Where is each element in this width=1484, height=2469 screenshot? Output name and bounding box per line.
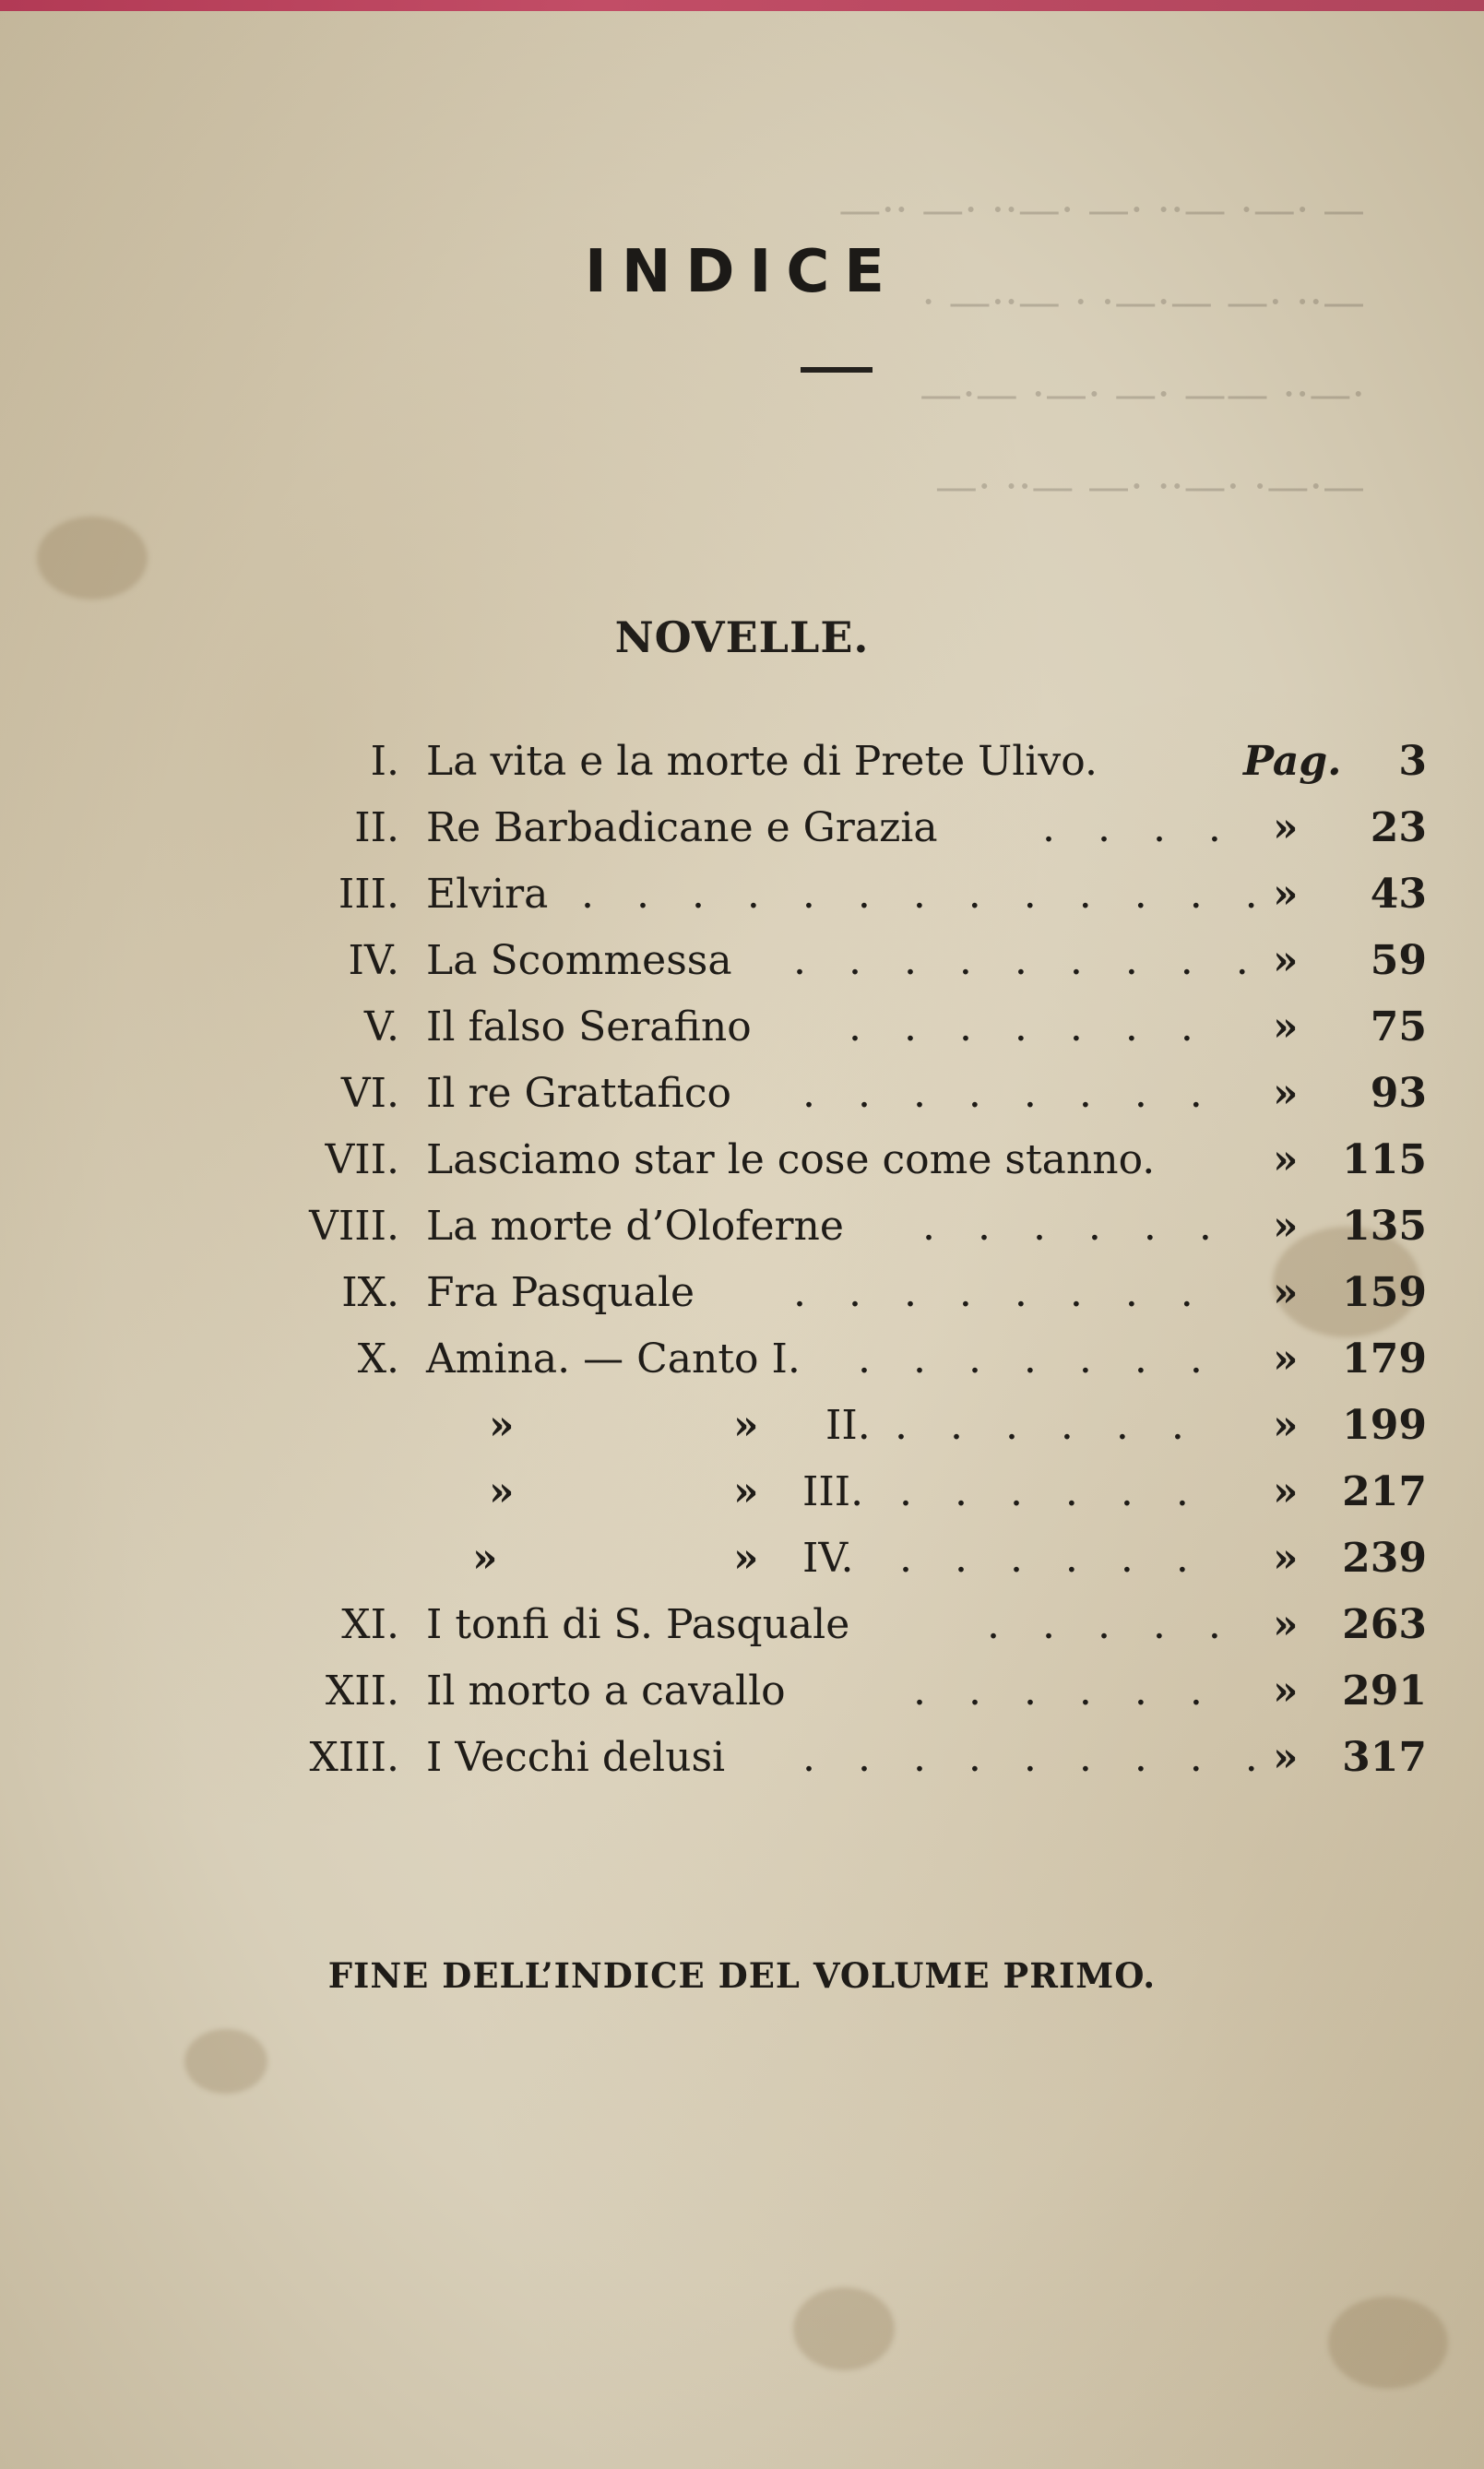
ditto-mark: » [1273,804,1299,851]
toc-title: I Vecchi delusi [426,1734,726,1781]
toc-title: II. [825,1402,871,1449]
bleed-through-line: — ·—· —·· ·— ·—·· ·— ··— [838,184,1365,234]
ditto-mark: » [472,1535,498,1582]
toc-title: Re Barbadicane e Grazia [426,804,938,851]
toc-title: I tonfi di S. Pasquale [426,1601,850,1648]
leader-dots: . . . . . . . [849,1003,1208,1051]
leader-dots: . . . . . . [895,1402,1199,1449]
toc-page: 199 [1342,1402,1427,1449]
ditto-mark: » [1273,1203,1299,1250]
toc-title: Il re Grattafico [426,1070,731,1117]
toc-title: Amina. — Canto I. [426,1335,801,1383]
toc-numeral: VII. [325,1136,399,1183]
ditto-mark: » [489,1468,515,1515]
toc-title: La Scommessa [426,937,732,984]
toc-title: Lasciamo star le cose come stanno. [426,1136,1156,1183]
ditto-mark: » [1273,1070,1299,1117]
ditto-mark: » [1273,1003,1299,1051]
toc-page: 317 [1342,1734,1427,1781]
toc-row [0,738,1484,804]
toc-numeral: IX. [341,1269,399,1316]
section-heading: NOVELLE. [614,612,870,662]
stain [184,2029,267,2094]
toc-numeral: XI. [341,1601,399,1648]
toc-numeral: I. [370,738,399,785]
toc-title: IV. [802,1535,854,1582]
ditto-mark: » [1273,1535,1299,1582]
leader-dots: . . . . [1042,804,1236,851]
toc-row [0,937,1484,1003]
toc-row [0,804,1484,871]
toc-row [0,871,1484,937]
toc-page: 43 [1370,871,1427,918]
page-top-edge [0,0,1484,11]
leader-dots: . . . . . [987,1601,1236,1648]
ditto-mark: » [733,1468,759,1515]
toc-numeral: IV. [348,937,399,984]
toc-row [0,1535,1484,1601]
toc-row [0,1734,1484,1800]
page-title: INDICE [585,238,899,306]
bleed-through-line: —·—· ·—·· ·— —·· ·— [934,461,1365,511]
toc-row [0,1335,1484,1402]
toc-numeral: III. [338,871,399,918]
title-rule [801,367,873,373]
toc-row [0,1269,1484,1335]
toc-page: 75 [1370,1003,1427,1051]
leader-dots: . . . . . . . . . . . . . [581,871,1273,918]
ditto-mark: » [1273,1734,1299,1781]
ditto-mark: » [1273,1269,1299,1316]
ditto-mark: » [1273,1468,1299,1515]
toc-row [0,1136,1484,1203]
toc-title: La vita e la morte di Prete Ulivo. [426,738,1098,785]
ditto-mark: » [1273,871,1299,918]
toc-numeral: VI. [340,1070,399,1117]
toc-row [0,1402,1484,1468]
leader-dots: . . . . . . . . [802,1070,1217,1117]
leader-dots: . . . . . . [922,1203,1227,1250]
toc-page: 179 [1342,1335,1427,1383]
leader-dots: . . . . . . . . . [802,1734,1273,1781]
pag-label: Pag. [1243,738,1342,785]
toc-title: Il morto a cavallo [426,1668,786,1715]
leader-dots: . . . . . . [899,1468,1204,1515]
toc-row [0,1070,1484,1136]
toc-title: Il falso Serafino [426,1003,752,1051]
leader-dots: . . . . . . [913,1668,1217,1715]
toc-title: Fra Pasquale [426,1269,695,1316]
stain [37,516,148,599]
toc-row [0,1601,1484,1668]
toc-row [0,1668,1484,1734]
toc-page: 115 [1342,1136,1427,1183]
toc-page: 217 [1342,1468,1427,1515]
leader-dots: . . . . . . . [858,1335,1217,1383]
toc-page: 135 [1342,1203,1427,1250]
ditto-mark: » [1273,937,1299,984]
toc-row [0,1468,1484,1535]
ditto-mark: » [733,1402,759,1449]
toc-title: III. [802,1468,864,1515]
toc-title: Elvira [426,871,549,918]
toc-numeral: XIII. [309,1734,399,1781]
leader-dots: . . . . . . . . . [793,937,1264,984]
toc-title: La morte d’Oloferne [426,1203,844,1250]
ditto-mark: » [733,1535,759,1582]
toc-page: 59 [1370,937,1427,984]
toc-row [0,1203,1484,1269]
toc-page: 239 [1342,1535,1427,1582]
toc-page: 159 [1342,1269,1427,1316]
leader-dots: . . . . . . . . [793,1269,1208,1316]
toc-numeral: XII. [325,1668,399,1715]
ditto-mark: » [489,1402,515,1449]
toc-numeral: VIII. [309,1203,399,1250]
ditto-mark: » [1273,1136,1299,1183]
stain [793,2287,895,2370]
toc-page: 23 [1370,804,1427,851]
bleed-through-line: ·—·· —— ·— ·—· —·— [920,369,1365,419]
toc-page: 291 [1342,1668,1427,1715]
toc-numeral: X. [357,1335,399,1383]
toc-page: 93 [1370,1070,1427,1117]
ditto-mark: » [1273,1601,1299,1648]
toc-page: 263 [1342,1601,1427,1648]
ditto-mark: » [1273,1402,1299,1449]
stain [1328,2297,1448,2389]
toc-numeral: V. [363,1003,399,1051]
bleed-through-line: —·· ·— —·—· · —··— · [921,277,1365,326]
toc-row [0,1003,1484,1070]
toc-page: 3 [1398,738,1427,785]
toc-numeral: II. [354,804,399,851]
footer-note: FINE DELL’INDICE DEL VOLUME PRIMO. [327,1955,1157,1996]
ditto-mark: » [1273,1668,1299,1715]
ditto-mark: » [1273,1335,1299,1383]
leader-dots: . . . . . . [899,1535,1204,1582]
